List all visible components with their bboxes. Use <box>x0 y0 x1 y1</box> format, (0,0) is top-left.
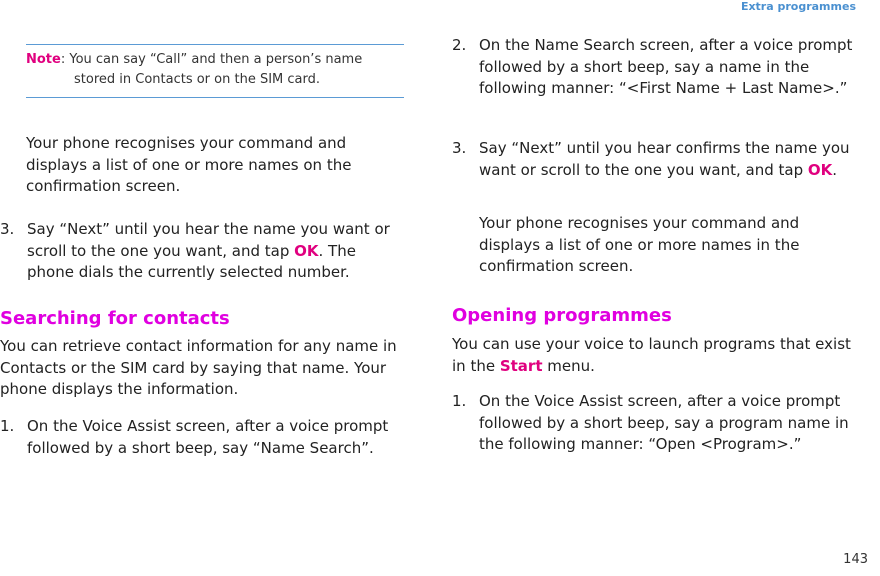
start-label: Start <box>499 356 543 375</box>
step-number: 1. <box>452 392 467 410</box>
running-header: Extra programmes <box>740 0 856 13</box>
section-heading: Opening programmes <box>452 305 672 326</box>
step-number: 3. <box>0 220 15 238</box>
note-box <box>26 44 404 98</box>
page-number: 143 <box>843 552 868 567</box>
step-text: On the Voice Assist screen, after a voice prompt followed by a short beep, say a program name in the following manner: “Open <Program>.” <box>479 392 849 453</box>
list-item <box>0 219 404 284</box>
note-text <box>26 50 404 90</box>
ok-label: OK <box>294 241 319 260</box>
note-label: Note <box>26 52 61 67</box>
step-text: Say “Next” until you hear the name you want or scroll to the one you want, and tap <box>27 220 390 260</box>
confirmation-paragraph: Your phone recognises your command and displays a list of one or more names on the confirmation screen. <box>26 134 352 195</box>
ok-label: OK <box>807 160 833 179</box>
list-item <box>0 416 390 459</box>
intro-text-end: menu. <box>542 356 595 375</box>
step-number: 1. <box>0 417 15 435</box>
section-intro <box>452 334 857 377</box>
step-text: On the Voice Assist screen, after a voice prompt followed by a short beep, say “Name Search”. <box>27 417 389 457</box>
note-body: : You can say “Call” and then a person’s name stored in Contacts or on the SIM card. <box>60 52 363 87</box>
list-item <box>452 35 860 100</box>
section-heading: Searching for contacts <box>0 308 230 329</box>
intro-text: You can use your voice to launch programs that exist in the <box>452 335 851 375</box>
step-number: 3. <box>452 139 467 157</box>
list-item <box>452 138 860 181</box>
step-text-end: . The phone dials the currently selected number. <box>27 241 356 281</box>
step-text: Say “Next” until you hear confirms the name you want or scroll to the one you want, and tap <box>479 139 850 179</box>
list-item <box>452 391 857 456</box>
step-number: 2. <box>452 36 467 54</box>
step-text-end: . <box>832 160 838 179</box>
step-text: On the Name Search screen, after a voice prompt followed by a short beep, say a name in the following manner: “<First Name + Last Name>.” <box>479 36 853 97</box>
section-intro: You can retrieve contact information for any name in Contacts or the SIM card by saying that name. Your phone displays the information. <box>0 337 397 398</box>
confirmation-paragraph: Your phone recognises your command and displays a list of one or more names in the confirmation screen. <box>479 214 800 275</box>
